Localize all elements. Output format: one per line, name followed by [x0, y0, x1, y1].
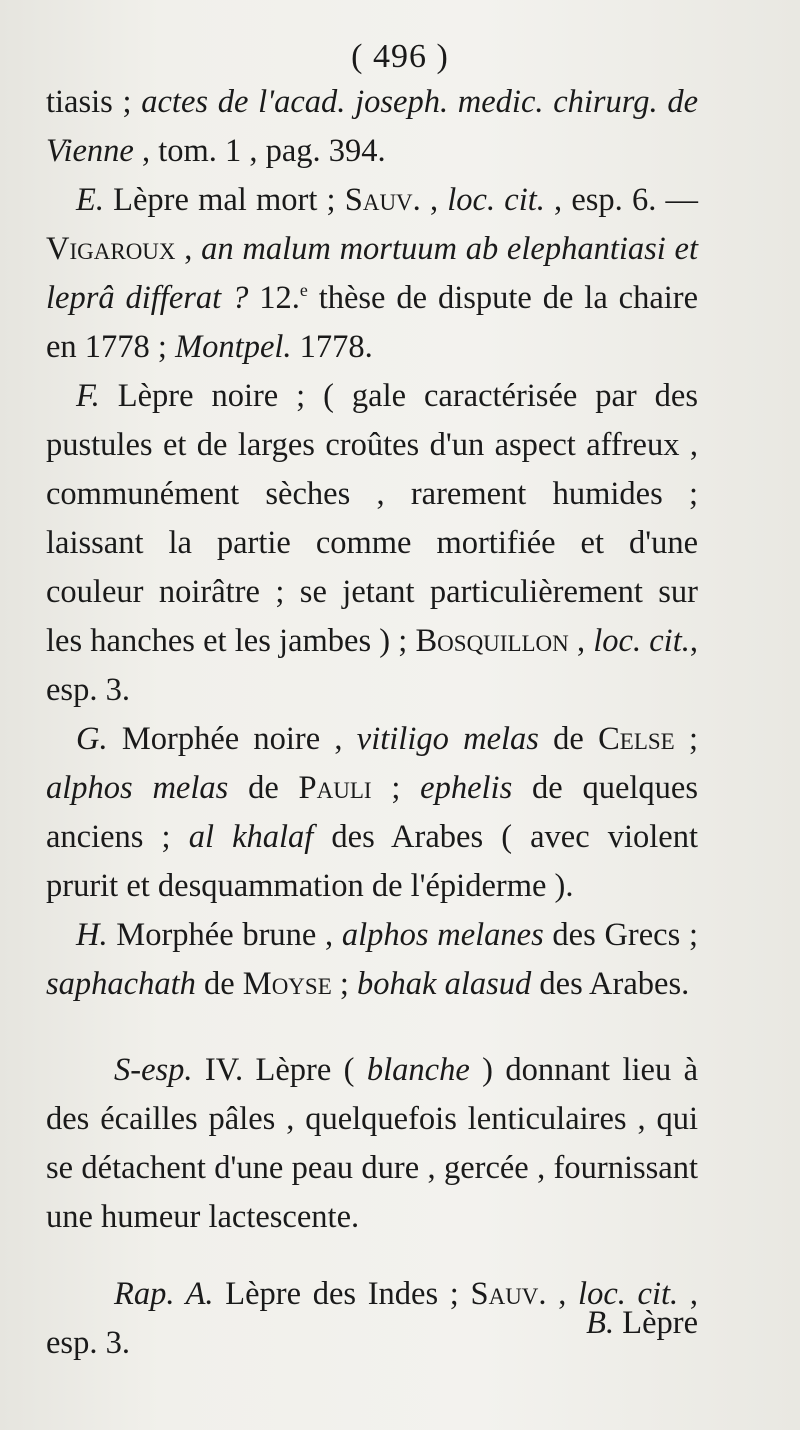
paragraph-continuation: tiasis ; actes de l'acad. joseph. medic. chirurg. de Vienne , tom. 1 , pag. 394. — [46, 84, 698, 169]
section-gap — [46, 1242, 698, 1270]
body-text — [46, 78, 698, 1368]
paragraph-sub-species-iv: S-esp. IV. Lèpre ( blanche ) donnant lieu à des écailles pâles , quelquefois lenticulaires , qui se détachent d'une peau dure , gercée , fournissant une humeur lactescente. — [46, 1052, 698, 1235]
section-gap — [46, 1009, 698, 1046]
paragraph-f: F. Lèpre noire ; ( gale caractérisée par des pustules et de larges croûtes d'un aspect affreux , communément sèches , rarement humides ; laissant la partie comme mortifiée et d'une couleur noirâtre ; se jetant particulièrement sur les hanches et les jambes ) ; Bosquillon , loc. cit., esp. 3. — [46, 378, 698, 708]
paragraph-h: H. Morphée brune , alphos melanes des Grecs ; saphachath de Moyse ; bohak alasud des Arabes. — [46, 917, 698, 1002]
paragraph-e: E. Lèpre mal mort ; Sauv. , loc. cit. , esp. 6. — Vigaroux , an malum mortuum ab elephantiasi et leprâ differat ? 12.$^e$ thèse de dispute de la chaire en 1778 ; Montpel. 1778. — [46, 182, 699, 365]
catchword: B. Lèpre — [586, 1305, 698, 1341]
paragraph-rap-a: Rap. A. Lèpre des Indes ; Sauv. , loc. cit. , esp. 3. — [46, 1276, 698, 1361]
page-number: ( 496 ) — [351, 38, 449, 75]
paragraph-g: G. Morphée noire , vitiligo melas de Celse ; alphos melas de Pauli ; ephelis de quelques anciens ; al khalaf des Arabes ( avec violent prurit et desquammation de l'épiderme ). — [46, 721, 699, 904]
